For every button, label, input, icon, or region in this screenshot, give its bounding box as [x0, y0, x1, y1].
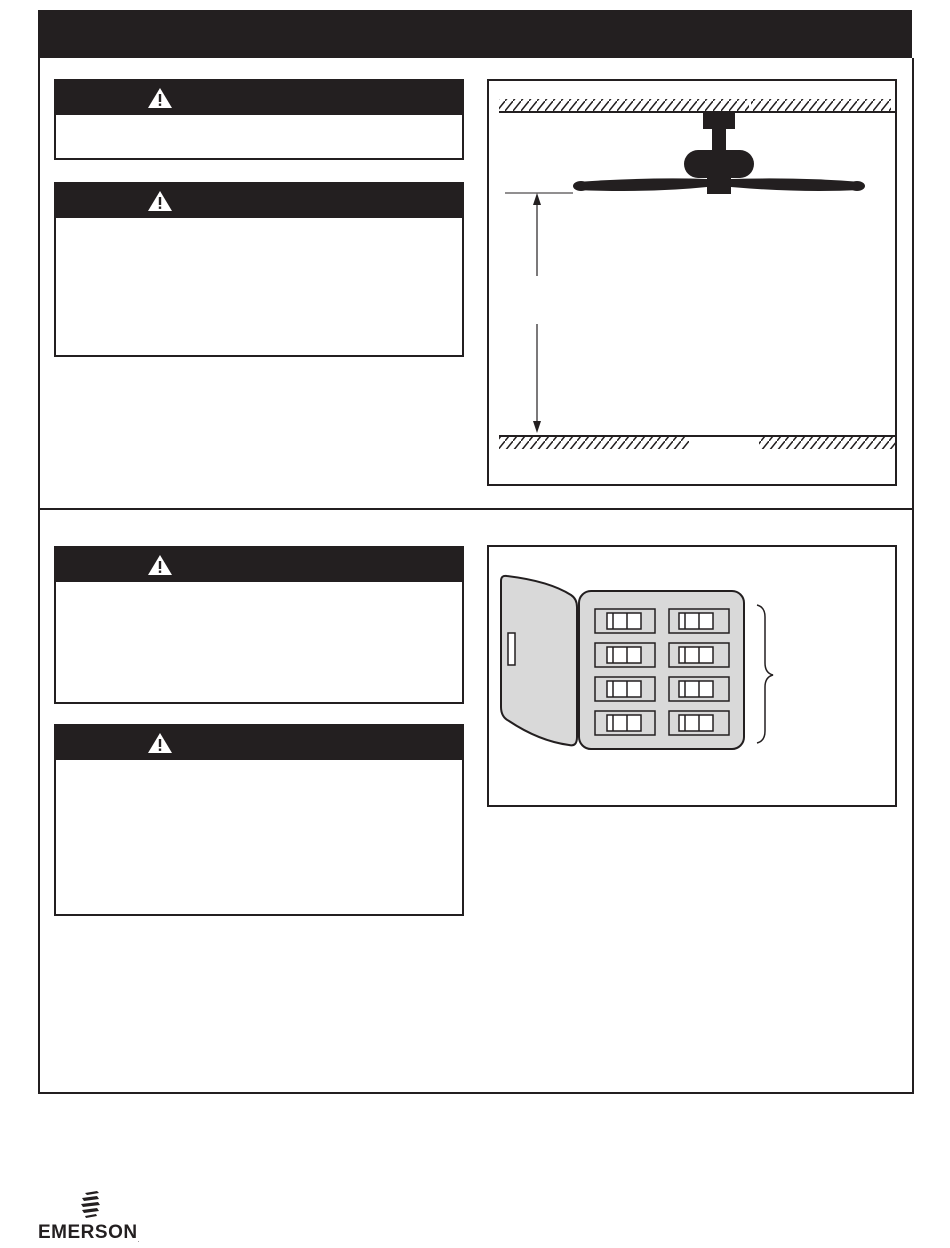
breaker-panel-figure — [487, 545, 897, 807]
warning-header-2 — [56, 184, 462, 218]
section-divider — [38, 508, 912, 510]
warning-triangle-icon — [147, 732, 173, 754]
fan-hub — [707, 176, 731, 194]
fan-downrod — [712, 129, 726, 153]
warning-header-4 — [56, 726, 462, 760]
fan-blade-right — [731, 178, 861, 191]
ceiling-hatch-left — [499, 99, 749, 111]
breaker-group-brace — [757, 605, 773, 743]
warning-header-1 — [56, 81, 462, 115]
warning-box-2 — [54, 182, 464, 357]
emerson-logo-mark — [79, 1190, 105, 1220]
ceiling-hatch-right — [751, 99, 891, 111]
breaker-panel-illustration — [489, 547, 895, 805]
warning-box-3 — [54, 546, 464, 704]
panel-door-latch — [508, 633, 515, 665]
fan-height-figure — [487, 79, 897, 486]
warning-header-3 — [56, 548, 462, 582]
dimension-arrow-down — [533, 421, 541, 433]
warning-triangle-icon — [147, 87, 173, 109]
fan-canopy — [703, 113, 735, 129]
fan-height-illustration — [489, 81, 895, 484]
emerson-logo — [38, 1190, 158, 1244]
section-header-bar — [38, 10, 912, 58]
warning-triangle-icon — [147, 554, 173, 576]
brand-name: EMERSON — [38, 1222, 138, 1243]
floor-hatch-right — [759, 437, 895, 449]
emerson-wordmark — [38, 1222, 140, 1244]
dimension-arrow-up — [533, 193, 541, 205]
warning-box-4 — [54, 724, 464, 916]
brand-trademark: . — [137, 1238, 140, 1244]
warning-triangle-icon — [147, 190, 173, 212]
floor-hatch-left — [499, 437, 689, 449]
warning-box-1 — [54, 79, 464, 160]
fan-blade-left — [577, 178, 707, 191]
fan-motor-housing — [684, 150, 754, 178]
